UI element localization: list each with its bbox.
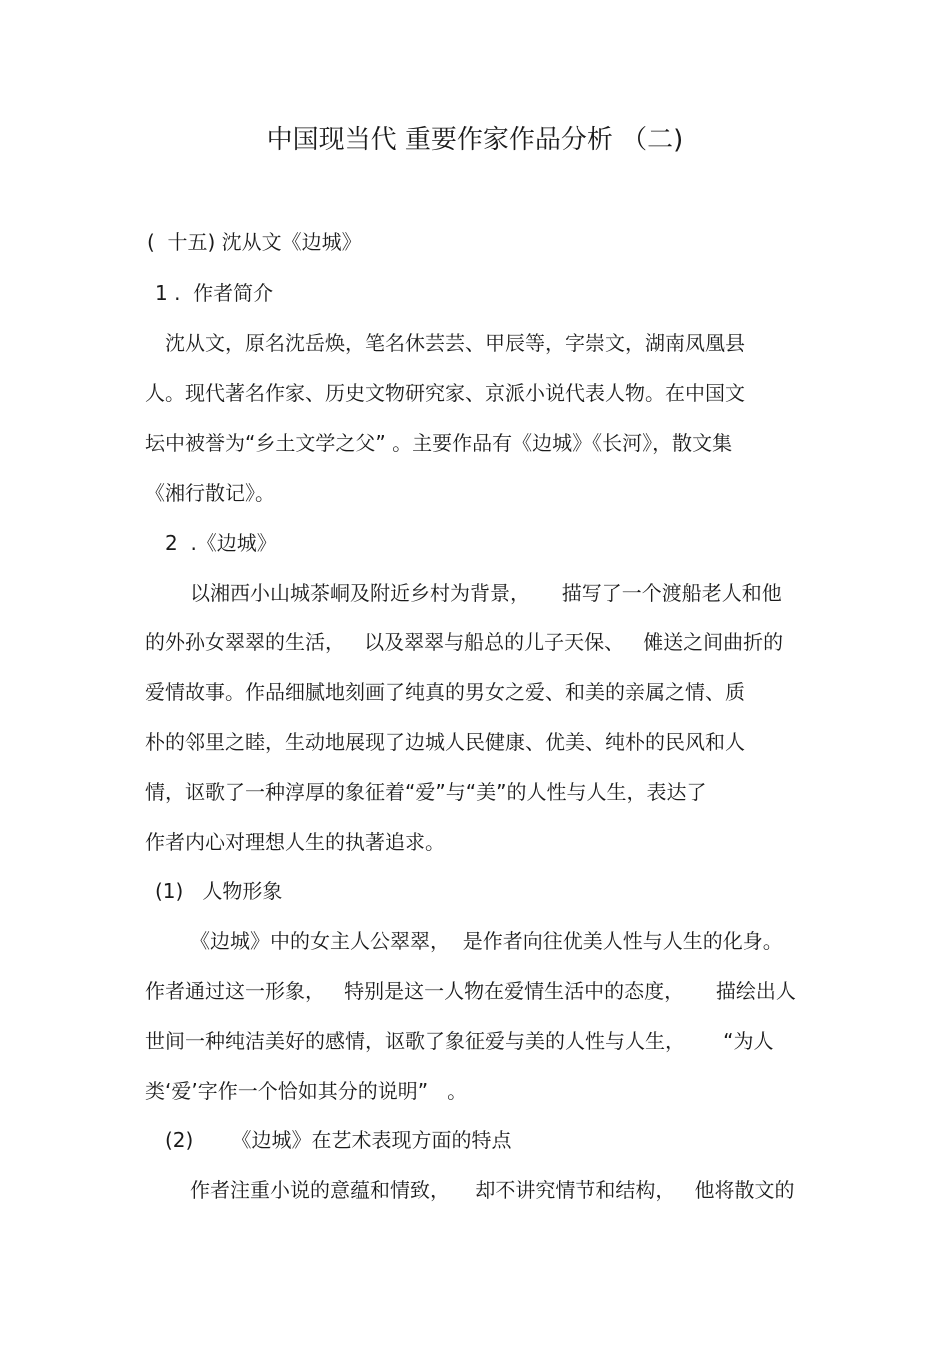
paragraph-line: 《湘行散记》。	[145, 481, 275, 505]
paragraph-line: 的外孙女翠翠的生活， 以及翠翠与船总的儿子天保、 傩送之间曲折的	[145, 630, 784, 654]
paragraph-line: 类‘爱’字作一个恰如其分的说明” 。	[145, 1079, 468, 1103]
paragraph-line: 作者注重小说的意蕴和情致， 却不讲究情节和结构， 他将散文的	[190, 1178, 795, 1202]
subsection-heading: (1) 人物形象	[155, 879, 283, 903]
subsection-heading: 2 .《边城》	[165, 531, 277, 555]
paragraph-line: 世间一种纯洁美好的感情，讴歌了象征爱与美的人性与人生， “为人	[145, 1029, 774, 1053]
paragraph-line: 坛中被誉为“乡土文学之父” 。主要作品有《边城》《长河》，散文集	[145, 431, 733, 455]
paragraph-line: 《边城》中的女主人公翠翠， 是作者向往优美人性与人生的化身。	[190, 929, 783, 953]
paragraph-line: 朴的邻里之睦，生动地展现了边城人民健康、优美、纯朴的民风和人	[145, 730, 745, 754]
section-heading: ( 十五) 沈从文《边城》	[147, 230, 362, 254]
paragraph-line: 人。现代著名作家、历史文物研究家、京派小说代表人物。在中国文	[145, 381, 745, 405]
paragraph-line: 作者内心对理想人生的执著追求。	[145, 830, 445, 854]
paragraph-line: 作者通过这一形象， 特别是这一人物在爱情生活中的态度， 描绘出人	[145, 979, 796, 1003]
paragraph-line: 爱情故事。作品细腻地刻画了纯真的男女之爱、和美的亲属之情、质	[145, 680, 745, 704]
document-title: 中国现当代 重要作家作品分析 （二)	[266, 125, 684, 155]
subsection-heading: 1 . 作者简介	[155, 281, 274, 305]
paragraph-line: 以湘西小山城茶峒及附近乡村为背景， 描写了一个渡船老人和他	[190, 581, 782, 605]
subsection-heading: (2) 《边城》在艺术表现方面的特点	[165, 1128, 512, 1152]
paragraph-line: 情，讴歌了一种淳厚的象征着“爱”与“美”的人性与人生，表达了	[145, 780, 707, 804]
paragraph-line: 沈从文，原名沈岳焕，笔名休芸芸、甲辰等，字崇文，湖南凤凰县	[165, 331, 745, 355]
